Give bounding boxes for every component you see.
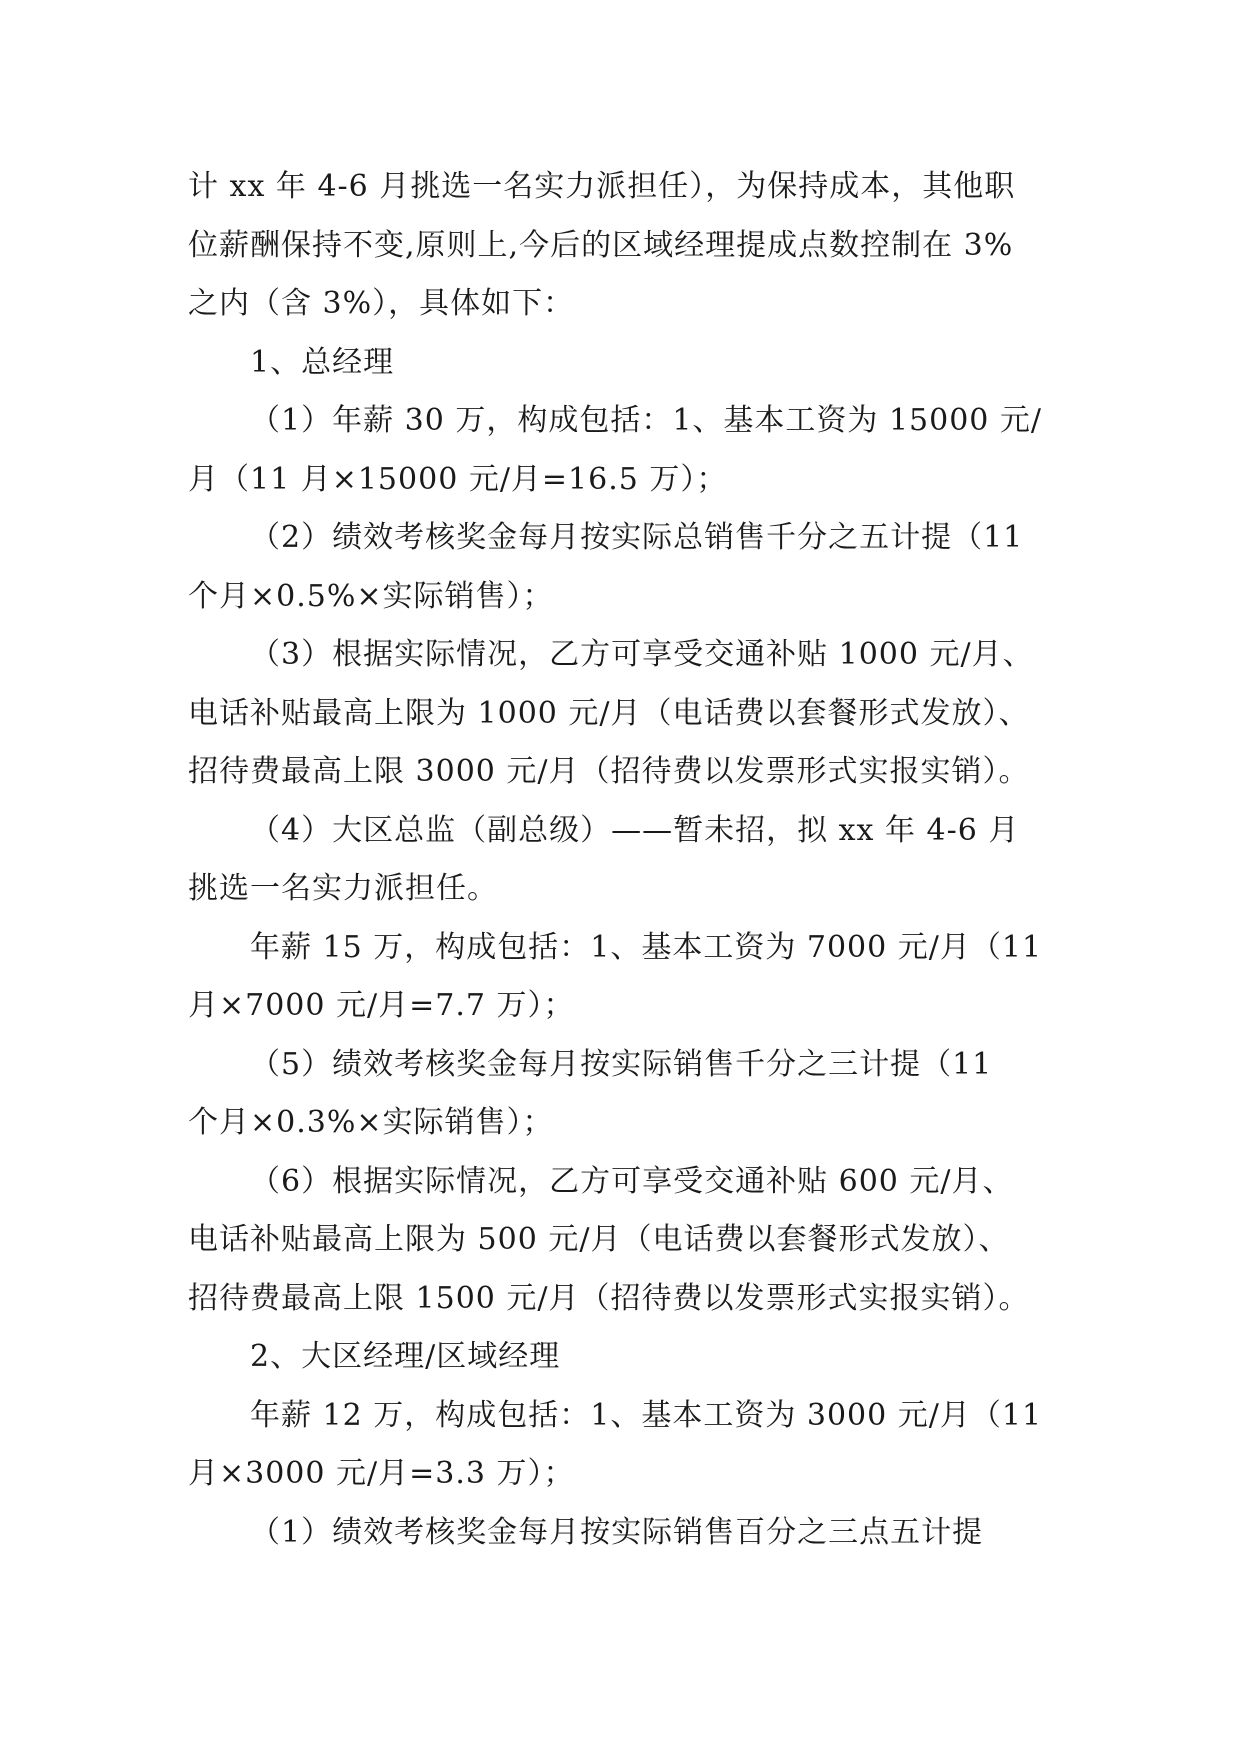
text-line: 月×7000 元/月=7.7 万）； [188, 988, 575, 1023]
text-line: （1）年薪 30 万，构成包括：1、基本工资为 15000 元/ [250, 403, 1043, 438]
text-line: （4）大区总监（副总级）——暂未招，拟 xx 年 4-6 月 [250, 812, 1020, 848]
text-line: 个月×0.5%×实际销售）； [188, 578, 554, 614]
text-line: 月（11 月×15000 元/月=16.5 万）； [188, 461, 728, 497]
text-line: 招待费最高上限 1500 元/月（招待费以发票形式实报实销）。 [188, 1280, 1030, 1316]
text-line: 位薪酬保持不变,原则上,今后的区域经理提成点数控制在 3% [188, 227, 1014, 263]
text-line: 年薪 12 万，构成包括：1、基本工资为 3000 元/月（11 [250, 1397, 1043, 1433]
text-line: （5）绩效考核奖金每月按实际销售千分之三计提（11 [250, 1046, 993, 1082]
text-line: 计 xx 年 4-6 月挑选一名实力派担任），为保持成本，其他职 [188, 169, 1016, 204]
text-line: 之内（含 3%），具体如下： [188, 286, 575, 321]
text-line: 年薪 15 万，构成包括：1、基本工资为 7000 元/月（11 [250, 929, 1043, 965]
text-line: 电话补贴最高上限为 1000 元/月（电话费以套餐形式发放）、 [188, 695, 1030, 731]
text-line: （1）绩效考核奖金每月按实际销售百分之三点五计提 [250, 1514, 984, 1550]
text-line: （2）绩效考核奖金每月按实际总销售千分之五计提（11 [250, 520, 1024, 555]
section-heading-regional-manager: 2、大区经理/区域经理 [250, 1339, 561, 1374]
section-heading-general-manager: 1、总经理 [250, 344, 395, 380]
text-line: 招待费最高上限 3000 元/月（招待费以发票形式实报实销）。 [188, 754, 1030, 789]
text-line: 挑选一名实力派担任。 [188, 871, 498, 906]
text-line: 电话补贴最高上限为 500 元/月（电话费以套餐形式发放）、 [188, 1222, 1010, 1257]
text-line: （6）根据实际情况，乙方可享受交通补贴 600 元/月、 [250, 1163, 1014, 1199]
document-body [188, 158, 1068, 1562]
text-line: 月×3000 元/月=3.3 万）； [188, 1456, 575, 1491]
text-line: （3）根据实际情况，乙方可享受交通补贴 1000 元/月、 [250, 637, 1034, 672]
text-line: 个月×0.3%×实际销售）； [188, 1105, 554, 1140]
